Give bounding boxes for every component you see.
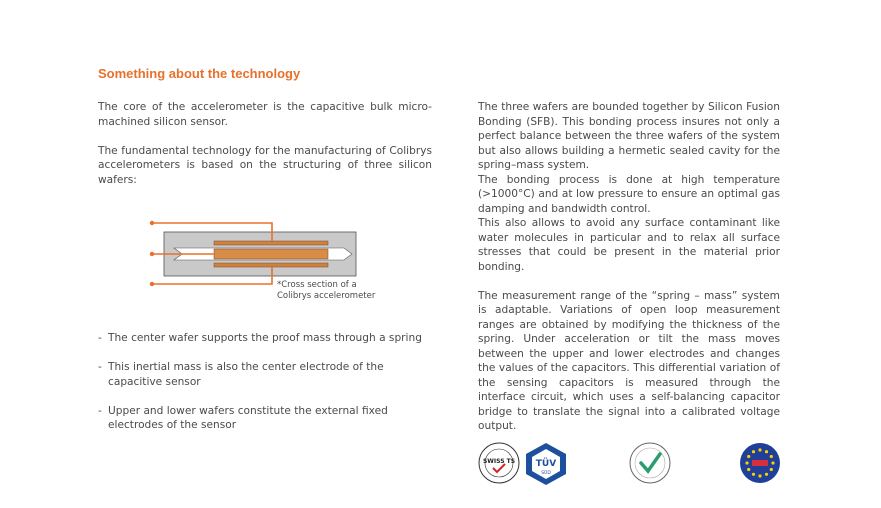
proof-mass	[214, 249, 328, 259]
right-column	[478, 100, 780, 434]
bullet-dash: -	[98, 332, 102, 344]
caption-line: *Cross section of a	[277, 280, 357, 290]
upper-electrode	[214, 241, 328, 245]
tuv-label: TÜV	[535, 459, 557, 469]
bullet-dash: -	[98, 404, 102, 417]
diagram-caption	[277, 280, 375, 302]
bullet-list	[98, 331, 438, 447]
left-column	[98, 100, 432, 187]
lower-electrode	[214, 263, 328, 267]
tuv-sud-logo-icon	[525, 442, 567, 486]
list-item	[98, 404, 438, 433]
center-lead-dot	[150, 252, 154, 256]
technology-paragraph: The fundamental technology for the manufacturing of Colibrys accelerometers is based on the structuring of three silicon wafers:	[98, 144, 432, 186]
bullet-dash: -	[98, 361, 102, 373]
upper-lead-dot	[150, 221, 154, 225]
swiss-ts-seal-icon	[478, 442, 520, 484]
tuv-sub-label: SÜD	[541, 471, 551, 476]
bullet-text: This inertial mass is also the center electrode of the capacitive sensor	[108, 361, 384, 388]
caption-line: Colibrys accelerometer	[277, 291, 376, 301]
contaminant-paragraph: This also allows to avoid any surface contaminant like water molecules in particular and to relax all surface stresses that could be present in the material prior bonding.	[478, 217, 780, 273]
temperature-paragraph: The bonding process is done at high temperature (>1000°C) and at low pressure to ensure an optimal gas damping and bandwidth control.	[478, 173, 780, 215]
list-item	[98, 331, 438, 346]
section-heading: Something about the technology	[98, 66, 301, 81]
lower-lead-dot	[150, 282, 154, 286]
bullet-text: Upper and lower wafers constitute the external fixed electrodes of the sensor	[108, 404, 388, 431]
intro-paragraph: The core of the accelerometer is the capacitive bulk micro-machined silicon sensor.	[98, 101, 432, 128]
measurement-paragraph: The measurement range of the “spring – mass” system is adaptable. Variations of open loop measurement ranges are obtained by modifying the thickness of the spring. Under acceleration or tilt the mass moves between the upper and lower electrodes and changes the values of the capacitors. This differential variation of the sensing capacitors is measured through the interface circuit, which uses a self-balancing capacitor bridge to translate the signal into a calibrated voltage output.	[478, 289, 780, 432]
certification-logos	[478, 442, 782, 488]
eu-stars-seal-icon	[739, 442, 781, 484]
bonding-paragraph: The three wafers are bounded together by Silicon Fusion Bonding (SFB). This bonding process insures not only a perfect balance between the three wafers of the system but also allows building a hermetic sealed cavity for the spring–mass system.	[478, 101, 780, 171]
quality-check-seal-icon	[629, 442, 671, 484]
list-item	[98, 360, 438, 389]
bullet-text: The center wafer supports the proof mass through a spring	[108, 332, 422, 344]
swiss-ts-label: SWISS TS	[482, 458, 516, 465]
